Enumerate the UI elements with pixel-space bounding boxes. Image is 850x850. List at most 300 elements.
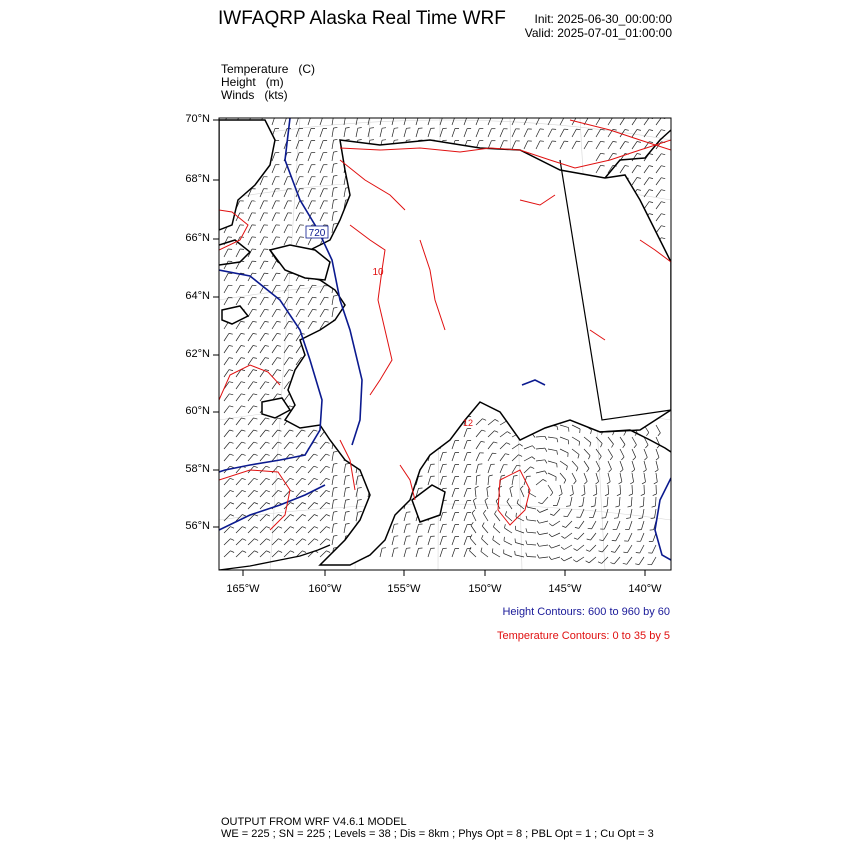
wind-barb-flag: [649, 202, 653, 203]
wind-barb: [652, 545, 656, 553]
wind-barb: [572, 141, 576, 149]
wind-barb: [392, 536, 394, 545]
wind-barb-flag: [394, 524, 398, 525]
wind-barb: [284, 285, 288, 293]
wind-barb-flag: [241, 394, 245, 395]
wind-barb-flag: [473, 498, 476, 501]
wind-barb: [404, 524, 406, 533]
wind-barb-flag: [326, 454, 330, 455]
wind-barb: [584, 449, 590, 456]
wind-barb: [296, 478, 302, 485]
wind-barb-flag: [477, 475, 481, 476]
wind-barb: [515, 555, 524, 557]
wind-barb: [596, 165, 601, 173]
model-footer: [221, 816, 654, 840]
wind-barb-flag: [334, 511, 338, 512]
wind-barb-flag: [505, 511, 506, 515]
wind-barb: [515, 543, 524, 546]
wind-barb: [500, 141, 504, 149]
wind-barb: [512, 141, 516, 149]
wind-barb: [536, 436, 545, 437]
wind-barb-flag: [626, 518, 630, 519]
wind-barb: [440, 129, 443, 138]
wind-barb: [260, 418, 266, 425]
wind-barb: [440, 549, 443, 558]
wind-barb: [320, 466, 326, 473]
wind-barb: [272, 478, 278, 485]
wind-barb: [632, 166, 637, 174]
wind-barb-flag: [229, 333, 233, 334]
wind-barb: [416, 128, 419, 137]
wind-barb: [320, 141, 323, 149]
wind-barb: [606, 509, 608, 518]
wind-barb: [620, 473, 622, 482]
wind-barb-flag: [255, 551, 259, 553]
wind-barb: [296, 213, 300, 221]
wind-barb-flag: [625, 166, 629, 167]
wind-barb: [572, 461, 578, 468]
model-footer-line1: OUTPUT FROM WRF V4.6.1 MODEL: [221, 816, 407, 828]
wind-barb-flag: [661, 178, 665, 179]
wind-barb: [224, 273, 228, 281]
wind-barb-flag: [230, 539, 234, 541]
wind-barb: [504, 541, 512, 545]
wind-barb: [272, 261, 276, 269]
wind-barb-flag: [266, 454, 270, 455]
wind-barb-flag: [612, 444, 614, 447]
wind-barb-flag: [289, 346, 293, 347]
wind-barb-flag: [290, 430, 294, 431]
wind-barb: [248, 454, 254, 461]
wind-barb: [500, 129, 504, 137]
wind-barb-flag: [334, 127, 338, 128]
wind-barb: [224, 358, 229, 365]
wind-barb: [584, 473, 587, 481]
wind-barb: [404, 548, 406, 557]
wind-barb: [628, 533, 632, 541]
wind-barb: [344, 524, 346, 533]
wind-barb-flag: [545, 436, 547, 440]
wind-barb-flag: [242, 527, 246, 529]
wind-barb-flag: [382, 548, 386, 549]
wind-barb-flag: [507, 432, 510, 434]
wind-barb-flag: [549, 524, 552, 526]
wind-barb: [627, 545, 632, 553]
wind-barb: [416, 536, 419, 545]
wind-barb-flag: [289, 406, 293, 407]
lon-label: 155°W: [387, 583, 421, 595]
wind-barb-flag: [561, 536, 564, 538]
wind-barb-flag: [652, 506, 656, 507]
wind-barb: [620, 437, 625, 445]
wind-barb-flag: [314, 503, 318, 505]
wind-barb-flag: [520, 486, 523, 489]
wind-barb-flag: [537, 510, 540, 513]
wind-barb: [548, 449, 557, 451]
wind-barb-flag: [645, 445, 648, 448]
wind-barb: [296, 201, 300, 209]
wind-barb-flag: [334, 487, 338, 488]
wind-barb: [272, 346, 277, 354]
wind-barb: [472, 513, 476, 521]
wind-barb: [224, 478, 230, 485]
wind-barb-flag: [229, 346, 233, 347]
wind-barb: [296, 141, 299, 149]
wind-barb: [572, 437, 580, 442]
wind-barb-flag: [482, 419, 486, 421]
wind-barb-flag: [290, 515, 294, 517]
wind-barb: [344, 464, 346, 473]
wind-barb: [236, 442, 242, 449]
wind-barb: [224, 430, 230, 437]
wind-barb-flag: [634, 445, 637, 448]
wind-barb: [464, 549, 467, 557]
wind-barb-flag: [612, 540, 616, 541]
wind-barb-flag: [266, 515, 270, 517]
wind-barb-flag: [578, 455, 579, 459]
wind-barb: [564, 557, 572, 561]
wind-barb-flag: [326, 466, 330, 467]
wind-barb-flag: [313, 297, 317, 298]
wind-barb: [614, 557, 620, 564]
wind-barb: [248, 478, 254, 485]
lat-label: 66°N: [185, 232, 210, 244]
wind-barb-flag: [327, 551, 331, 553]
wind-barb: [260, 201, 264, 209]
wind-barb-flag: [648, 564, 652, 565]
wind-barb: [632, 178, 637, 186]
wind-barb-flag: [277, 321, 281, 322]
wind-barb: [320, 539, 326, 545]
wind-barb-flag: [545, 471, 547, 474]
wind-barb: [260, 503, 266, 510]
wind-barb-flag: [326, 478, 330, 479]
wind-barb-flag: [526, 541, 527, 545]
wind-barb: [644, 166, 649, 173]
wind-barb: [464, 537, 467, 545]
wind-barb: [236, 333, 241, 341]
wind-barb-flag: [242, 515, 246, 517]
wind-barb: [272, 165, 275, 173]
wind-barb-flag: [334, 175, 338, 176]
chukotka-east: [219, 240, 250, 265]
wind-barb-flag: [579, 442, 580, 446]
wind-barb-flag: [570, 494, 574, 496]
wind-barb-flag: [301, 321, 305, 322]
wind-barb-flag: [241, 382, 245, 383]
wind-barb-flag: [288, 285, 292, 286]
wind-barb: [344, 188, 346, 197]
wind-barb: [527, 520, 536, 521]
wind-barb-flag: [649, 142, 653, 143]
wind-barb-flag: [254, 442, 258, 443]
wind-barb-flag: [277, 346, 281, 347]
wind-barb: [284, 177, 288, 185]
wind-barb-flag: [358, 140, 362, 141]
wind-barb: [260, 466, 266, 473]
wind-barb: [488, 419, 495, 425]
wind-barb: [470, 538, 476, 545]
wind-barb-flag: [253, 297, 257, 298]
wind-barb: [308, 430, 314, 437]
wind-barb-flag: [613, 153, 617, 154]
wind-barb: [470, 551, 477, 557]
wind-barb: [602, 545, 608, 552]
wind-barb: [224, 333, 229, 341]
wind-barb-flag: [254, 466, 258, 467]
wind-barb: [320, 129, 323, 138]
wind-barb-flag: [264, 285, 268, 286]
wind-barb: [630, 509, 632, 518]
wind-barb-flag: [266, 478, 270, 479]
wind-barb-flag: [230, 478, 234, 479]
wind-barb: [224, 539, 230, 545]
wind-barb: [272, 430, 278, 437]
wind-barb: [260, 454, 266, 461]
wind-barb: [416, 524, 419, 533]
wind-barb: [260, 273, 264, 281]
wind-barb: [476, 476, 477, 485]
wind-barb: [632, 118, 637, 126]
wind-barb: [539, 557, 548, 558]
wind-barb: [505, 528, 513, 533]
wind-barb: [452, 453, 455, 462]
height-contour-legend: Height Contours: 600 to 960 by 60: [502, 606, 670, 618]
wind-barb: [620, 166, 625, 174]
wind-barb-flag: [487, 486, 491, 488]
wind-barb: [224, 346, 229, 354]
wind-barb-flag: [661, 238, 665, 239]
wind-barb: [260, 382, 265, 389]
wind-barb: [320, 478, 326, 485]
wind-barb: [260, 358, 265, 365]
wind-barb-flag: [586, 561, 590, 563]
wind-barb-flag: [658, 433, 661, 436]
wind-barb-flag: [498, 486, 502, 488]
wind-barb-flag: [591, 430, 592, 434]
lat-label: 68°N: [185, 173, 210, 185]
wind-barb: [536, 479, 543, 485]
wind-barb: [476, 464, 478, 473]
wind-barb: [584, 141, 589, 149]
wind-barb: [607, 497, 608, 506]
wind-barb-flag: [242, 418, 246, 419]
wind-barb-flag: [619, 482, 622, 484]
wind-barb-flag: [229, 358, 233, 359]
wind-barb: [332, 200, 334, 209]
wind-barb: [428, 548, 431, 557]
wind-barb-flag: [617, 494, 621, 496]
wind-barb: [608, 437, 614, 444]
wind-barb-flag: [557, 451, 558, 455]
wind-barb: [404, 512, 406, 521]
wind-barb: [452, 549, 455, 558]
wind-barb-flag: [493, 523, 495, 527]
wind-barb: [260, 394, 265, 401]
wind-barb-flag: [394, 548, 398, 549]
wind-barb: [308, 539, 314, 545]
wind-barb: [380, 128, 382, 137]
wind-barb: [440, 525, 443, 534]
wind-barb: [452, 489, 455, 498]
wind-barb: [320, 297, 325, 305]
wind-barb: [260, 551, 267, 557]
wind-barb: [248, 503, 254, 510]
wind-barb-flag: [302, 478, 306, 479]
wind-barb: [320, 177, 324, 185]
wind-barb: [296, 346, 301, 354]
wind-barb: [236, 394, 241, 401]
wind-barb: [260, 478, 266, 485]
wind-barb-flag: [624, 432, 626, 436]
wind-barb-flag: [493, 536, 494, 540]
wind-barb-flag: [289, 333, 293, 334]
wind-barb-flag: [514, 475, 518, 476]
wind-barb: [619, 497, 620, 506]
wind-barb: [524, 467, 531, 473]
wind-barb-flag: [314, 539, 318, 541]
wind-barb: [536, 471, 545, 473]
chukotka: [219, 120, 275, 230]
wind-barb: [260, 249, 264, 257]
wind-barb: [593, 509, 596, 518]
wind-barb-flag: [649, 178, 653, 179]
wind-barb-flag: [265, 346, 269, 347]
wind-barb: [236, 454, 242, 461]
wind-barb-flag: [630, 482, 633, 484]
wind-barb: [332, 128, 334, 137]
wind-barb-flag: [636, 553, 640, 554]
wind-barb: [332, 212, 334, 221]
wind-barb-flag: [253, 321, 257, 322]
wind-barb: [656, 154, 661, 161]
wind-barb: [296, 309, 301, 317]
wind-barb-flag: [277, 333, 281, 334]
wind-barb: [236, 297, 241, 305]
wind-barb-flag: [586, 550, 590, 552]
wind-barb-flag: [242, 454, 246, 455]
wind-barb: [248, 346, 253, 354]
wind-barb: [344, 512, 346, 521]
wind-barb: [596, 129, 601, 137]
wind-barb-flag: [601, 129, 605, 130]
wind-barb-flag: [661, 154, 665, 155]
wind-barb-flag: [629, 494, 633, 496]
wind-barb: [596, 153, 601, 161]
wind-barb: [272, 515, 278, 522]
wind-barb-flag: [230, 466, 234, 467]
wind-barb: [260, 333, 265, 341]
wind-barb: [578, 533, 584, 539]
wind-barb-flag: [254, 454, 258, 455]
wind-barb: [272, 237, 276, 245]
wind-barb-flag: [526, 516, 527, 520]
wind-barb-flag: [229, 370, 233, 371]
wind-barb-flag: [596, 482, 599, 485]
wind-barb: [584, 461, 589, 469]
wind-barb-flag: [649, 190, 653, 191]
wind-barb: [296, 527, 302, 533]
wind-barb-flag: [575, 527, 579, 528]
wind-barb-flag: [241, 358, 245, 359]
wind-barb: [272, 189, 276, 197]
wind-barb-flag: [506, 443, 510, 445]
wind-barb-flag: [314, 454, 318, 455]
wind-barb-flag: [346, 475, 350, 476]
st-lawrence-island: [222, 306, 248, 324]
wind-barb-flag: [475, 486, 479, 488]
wind-barb: [248, 551, 255, 557]
wind-barb: [644, 178, 649, 185]
wind-barb-flag: [537, 555, 539, 559]
wind-barb: [236, 406, 241, 413]
wind-barb: [536, 141, 540, 149]
wind-barb-flag: [326, 442, 330, 443]
wind-barb-flag: [326, 490, 330, 491]
wind-barb-flag: [632, 470, 635, 473]
wind-barb-flag: [576, 468, 578, 472]
wind-barb-flag: [312, 285, 316, 286]
wind-barb: [510, 488, 512, 497]
wind-barb: [632, 473, 634, 482]
wind-barb: [308, 153, 311, 161]
wind-barb: [260, 515, 266, 522]
wind-barb: [591, 533, 597, 540]
wind-barb: [248, 213, 252, 221]
wind-barb-flag: [334, 211, 338, 212]
wind-barb-flag: [584, 481, 587, 484]
wind-barb: [404, 536, 406, 545]
wind-barb: [392, 524, 394, 533]
wind-barb: [464, 525, 467, 533]
wind-barb: [488, 476, 489, 485]
wind-barb: [632, 437, 637, 445]
wind-barb: [620, 449, 624, 457]
wind-barb-flag: [290, 478, 294, 479]
wind-barb: [644, 118, 649, 125]
wind-barb: [224, 490, 230, 497]
wind-barb: [527, 557, 536, 558]
wind-barb: [452, 513, 455, 522]
wind-barb: [320, 153, 323, 161]
wind-barb-flag: [492, 453, 496, 454]
wind-barb-flag: [573, 560, 576, 562]
wind-barb: [632, 154, 637, 162]
wind-barb-flag: [276, 285, 280, 286]
wind-barb: [224, 454, 230, 461]
wind-barb: [644, 461, 646, 470]
wind-barb: [493, 540, 500, 545]
wind-barb-flag: [661, 214, 665, 215]
wind-barb: [590, 545, 596, 551]
wind-barb: [476, 453, 480, 461]
wind-barb-flag: [289, 297, 293, 298]
wind-barb-flag: [334, 199, 338, 200]
wind-barb-flag: [358, 512, 362, 513]
wind-barb: [260, 309, 265, 317]
wind-barb-flag: [265, 358, 269, 359]
wind-barb: [284, 442, 290, 449]
wind-barb-flag: [607, 482, 610, 484]
lat-label: 70°N: [185, 113, 210, 125]
wind-barb-flag: [637, 166, 641, 167]
wind-barb: [260, 213, 264, 221]
wind-barb-flag: [599, 551, 603, 552]
wind-barb-flag: [532, 446, 535, 449]
wind-barb: [567, 509, 572, 517]
wind-barb: [272, 225, 276, 233]
wind-barb-flag: [266, 490, 270, 491]
